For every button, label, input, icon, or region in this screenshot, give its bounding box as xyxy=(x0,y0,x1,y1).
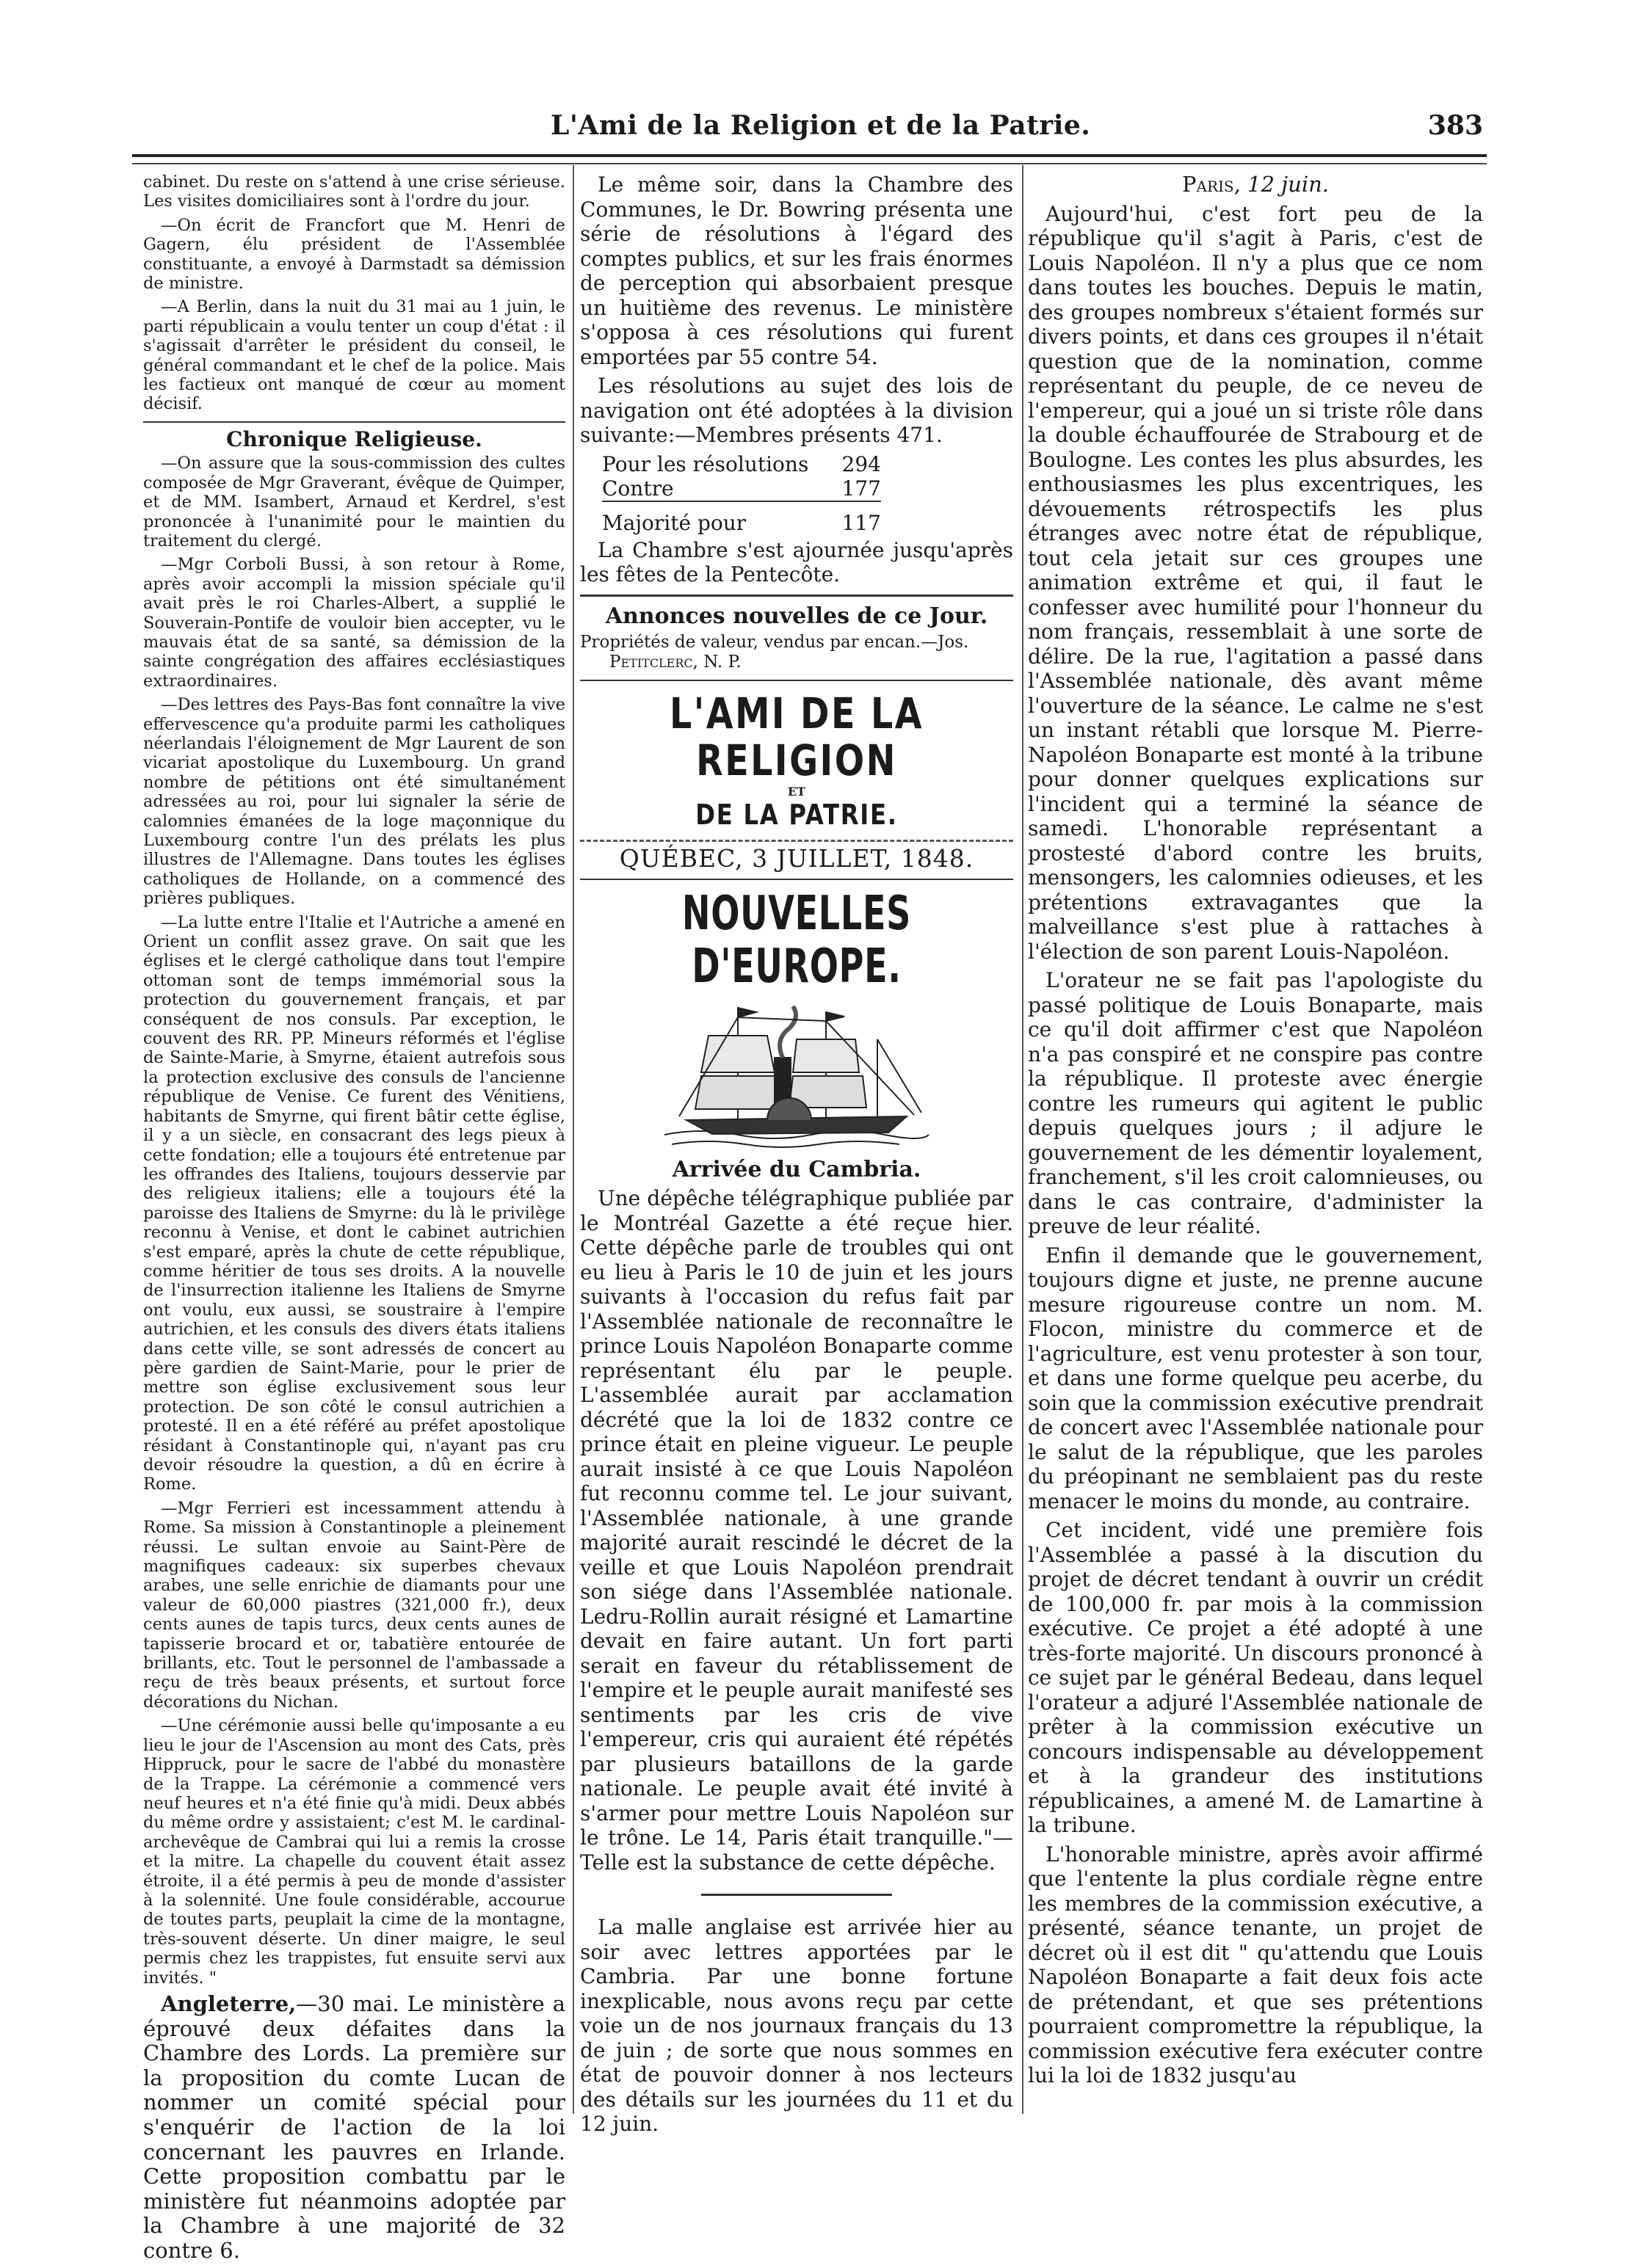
page-header xyxy=(139,110,1483,154)
article-paragraph: L'honorable ministre, après avoir affirmé que l'entente la plus cordiale règne entre les membres de la commission exécutive, a présenté, séance tenante, un projet de décret où il est dit " qu'attendu que Louis Napoléon Bonaparte a fait deux fois acte de prétendant, et que ses prétentions pourraient compromettre la république, la commission exécutive fera exécuter contre lui la loi de 1832 jusqu'au xyxy=(1028,1842,1483,2087)
column-divider xyxy=(573,165,574,2114)
vote-value: 177 xyxy=(841,476,881,501)
section-rule xyxy=(580,595,1013,597)
announcement-text xyxy=(580,633,1013,672)
article-paragraph: La Chambre s'est ajournée jusqu'après les fêtes de la Pentecôte. xyxy=(580,537,1013,586)
article-paragraph: —Des lettres des Pays-Bas font connaître la vive effervescence qu'a produite parmi les catholiques néerlandais l'éloignement de Mgr Laurent de son vicariat apostolique du Luxembourg. Un grand nombre de pétitions ont été simultanément adressées au roi, pour lui signaler la série de calomnies émanées de la loge maçonnique du Luxembourg contre l'un des prélats les plus illustres de l'Allemagne. Dans toutes les églises catholiques de Hollande, on a commencé des prières publiques. xyxy=(143,695,565,909)
vote-value: 117 xyxy=(836,501,881,535)
vote-label: Contre xyxy=(602,476,674,501)
article-paragraph: L'orateur ne se fait pas l'apologiste du passé politique de Louis Bonaparte, mais ce qu'il doit affirmer c'est que Napoléon n'a pas conspiré et ne conspire pas contre la république. Il proteste avec énergie contre les rumeurs qui agitent le public depuis quelques jours ; il adjure le gouvernement de les démentir loyalement, franchement, s'il les croit calomnieuses, ou dans le cas contraire, d'administer la preuve de leur réalité. xyxy=(1028,968,1483,1238)
article-paragraph: —Mgr Corboli Bussi, à son retour à Rome, après avoir accompli la mission spéciale qu'il avait près le roi Charles-Albert, a supplié le Souverain-Pontife de vouloir bien accepter, vu le mauvais état de sa santé, sa démission de la sainte congrégation des affaires ecclésiastiques extraordinaires. xyxy=(143,555,565,691)
article-paragraph: Enfin il demande que le gouvernement, toujours digne et juste, ne prenne aucune mesure rigoureuse contre un nom. M. Flocon, ministre du commerce et de l'agriculture, est venu protester à son tour, et dans une forme quelque peu acerbe, du soin que la commission exécutive prendrait de concert avec l'Assemblée nationale pour le salut de la république, que les paroles du préopinant ne semblaient pas du reste menacer le moins du monde, au contraire. xyxy=(1028,1243,1483,1513)
announcement-notary: Petitclerc, N. P. xyxy=(609,653,742,672)
place-date: 12 juin. xyxy=(1247,172,1330,197)
article-text: —30 mai. Le ministère a éprouvé deux défaites dans la Chambre des Lords. La première sur la proposition du comte Lucan de nommer un comité spécial pour s'enquérir de l'action de la loi concernant les pauvres en Irlande. Cette proposition combattu par le ministère fut néanmoins adoptée par la Chambre à une majorité de 32 contre 6. xyxy=(143,1991,565,2263)
column-2 xyxy=(580,172,1013,2141)
place-name: Paris, xyxy=(1181,172,1241,197)
announcements-title: Annonces nouvelles de ce Jour. xyxy=(605,603,988,629)
news-headline: NOUVELLES D'EUROPE. xyxy=(681,886,912,994)
article-paragraph: —La lutte entre l'Italie et l'Autriche a amené en Orient un conflit assez grave. On sait que les églises et le clergé catholique dans tout l'empire ottoman sont de temps immémorial sous la protection du gouvernement français, et par conséquent de nos consuls. Par exception, le couvent des RR. PP. Mineurs réformés et l'église de Sainte-Marie, à Smyrne, étaient autrefois sous la protection exclusive des consuls de l'ancienne république de Venise. Ce furent des Vénitiens, habitants de Smyrne, qui firent bâtir cette église, il y a un siècle, en consacrant des legs pieux à cette fondation; elle a toujours été entretenue par les offrandes des Italiens, toujours desservie par des religieux italiens; elle a toujours été la paroisse des Italiens de Smyrne: du là le privilège reconnu à Venise, et dont le cabinet autrichien s'est emparé, après la chute de cette république, comme héritier de tous ses droits. A la nouvelle de l'insurrection italienne les Italiens de Smyrne ont voulu, eux aussi, se soustraire à l'empire autrichien, et les consuls des divers états italiens dans cette ville, se sont adressés de concert au père gardien de Saint-Marie, pour le prier de mettre son église exclusivement sous leur protection. De son côté le consul autrichien a protesté. Il en a été référé au préfet apostolique résidant à Constantinople qui, n'ayant pas cru devoir résoudre la question, a dû en écrire à Rome. xyxy=(143,912,565,1494)
page-number: 383 xyxy=(1427,110,1483,141)
section-title: Chronique Religieuse. xyxy=(226,426,482,451)
vote-label: Pour les résolutions xyxy=(602,451,809,476)
announcement-line: Propriétés de valeur, vendus par encan.—Jos. xyxy=(580,633,969,652)
column-3 xyxy=(1028,172,1483,2093)
article-paragraph: Le même soir, dans la Chambre des Communes, le Dr. Bowring présenta une série de résolutions à l'égard des comptes publics, et sur les frais énormes de perception qui absorbaient presque un huitième des revenus. Le ministère s'opposa à ces résolutions qui furent emportées par 55 contre 54. xyxy=(580,172,1013,369)
masthead-conjunction: ET xyxy=(787,785,806,799)
country-heading: Angleterre, xyxy=(161,1991,297,2016)
article-paragraph: Une dépêche télégraphique publiée par le Montréal Gazette a été reçue hier. Cette dépêche parle de troubles qui ont eu lieu à Paris le 10 de juin et les jours suivants à l'occasion du refus fait par l'Assemblée nationale de reconnaître le prince Louis Napoléon Bonaparte comme représentant élu par le peuple. L'assemblée aurait par acclamation décrété que la loi de 1832 contre ce prince était en pleine vigueur. Le peuple aurait insisté à ce que Louis Napoléon fut reconnu comme tel. Le jour suivant, l'Assemblée nationale, à une grande majorité aurait rescindé le décret de la veille et que Louis Napoléon prendrait son siége dans l'Assemblée nationale. Ledru-Rollin aurait résigné et Lamartine devait en faire autant. Un fort parti serait en faveur du rétablissement de l'empire et le peuple aurait manifesté ses sentiments par les cris de vive l'empereur, cris qui auraient été répétés par plusieurs bataillons de la garde nationale. Le peuple avait été invité à s'armer pour mettre Louis Napoléon sur le trône. Le 14, Paris était tranquille."—Telle est la substance de cette dépêche. xyxy=(580,1186,1013,1875)
article-paragraph: —Mgr Ferrieri est incessamment attendu à Rome. Sa mission à Constantinople a pleinement réussi. Le sultan envoie au Saint-Père de magnifiques cadeaux: six superbes chevaux arabes, une selle enrichie de diamants pour une valeur de 60,000 piastres (321,000 fr.), deux cents aunes de tapis turcs, deux cents aunes de tapisserie brocard et or, tabatière entourée de brillants, etc. Tout le personnel de l'ambassade a reçu de très beaux présents, et surtout force décorations du Nichan. xyxy=(143,1498,565,1712)
article-paragraph: —On assure que la sous-commission des cultes composée de Mgr Graverant, évêque de Quimper, et de MM. Isambert, Arnaud et Kerdrel, s'est prononcée à l'unanimité pour le maintien du traitement du clergé. xyxy=(143,454,565,550)
column-divider xyxy=(1022,165,1023,2114)
article-paragraph: —Une cérémonie aussi belle qu'imposante a eu lieu le jour de l'Ascension au mont des Cats, près Hippruck, pour le sacre de l'abbé du monastère de la Trappe. La cérémonie a commencé vers neuf heures et n'a été finie qu'à midi. Deux abbés du même ordre y assistaient; c'est M. le cardinal-archevêque de Cambrai qui lui a remis la crosse et la mitre. La chapelle du couvent était assez étroite, il a été permis à peu de monde d'assister à la solennité. Une foule considérable, accourue de toutes parts, peuplait la cime de la montagne, très-souvent déserte. Un diner maigre, le seul permis chez les trappistes, fut ensuite servi aux invités. " xyxy=(143,1716,565,1988)
section-rule xyxy=(580,680,1013,681)
vote-row xyxy=(602,452,881,476)
column-1 xyxy=(143,172,565,2268)
article-paragraph: —On écrit de Francfort que M. Henri de Gagern, élu président de l'Assemblée constituante, a envoyé à Darmstadt sa démission de ministre. xyxy=(143,215,565,294)
header-rule xyxy=(132,154,1487,164)
vote-label: Majorité pour xyxy=(602,501,836,535)
article-paragraph: La malle anglaise est arrivée hier au soir avec lettres apportées par le Cambria. Par une bonne fortune inexplicable, nous avons reçu par cette voie un de nos journaux français du 13 de juin ; de sorte que nous sommes en état de pouvoir donner à nos lecteurs des détails sur les journées du 11 et du 12 juin. xyxy=(580,1915,1013,2136)
article-paragraph: Les résolutions au sujet des lois de navigation ont été adoptées à la division suivante:—Membres présents 471. xyxy=(580,374,1013,447)
dateline-place xyxy=(1028,172,1483,197)
masthead-rule xyxy=(580,840,1013,842)
steamship-illustration xyxy=(657,999,936,1153)
vote-row xyxy=(602,501,881,535)
section-rule xyxy=(143,421,565,423)
running-title: L'Ami de la Religion et de la Patrie. xyxy=(551,110,1091,141)
vote-row xyxy=(602,476,881,501)
masthead-subtitle: DE LA PATRIE. xyxy=(695,799,898,831)
dateline: QUÉBEC, 3 JUILLET, 1848. xyxy=(619,844,974,873)
section-rule xyxy=(580,879,1013,880)
vote-value: 294 xyxy=(841,451,881,476)
vote-table xyxy=(602,452,881,535)
section-rule xyxy=(701,1894,892,1896)
article-paragraph: Cet incident, vidé une première fois l'Assemblée a passé à la discution du projet de décret tendant à ouvrir un crédit de 100,000 fr. par mois à la commission exécutive. Ce projet a été adopté à une très-forte majorité. Un discours prononcé à ce sujet par le général Bedeau, dans lequel l'orateur a adjuré l'Assemblée nationale de prêter à la commission exécutive un concours indispensable au développement et à la grandeur des institutions républicaines, a amené M. de Lamartine à la tribune. xyxy=(1028,1518,1483,1837)
article-paragraph: —A Berlin, dans la nuit du 31 mai au 1 juin, le parti républicain a voulu tenter un coup d'état : il s'agissait d'arrêter le président du conseil, le général commandant et le chef de la police. Mais les factieux ont manqué de cœur au moment décisif. xyxy=(143,297,565,414)
masthead-title: L'AMI DE LA RELIGION xyxy=(670,688,924,785)
article-paragraph xyxy=(143,1992,565,2264)
article-paragraph: cabinet. Du reste on s'attend à une crise sérieuse. Les visites domiciliaires sont à l'ordre du jour. xyxy=(143,172,565,211)
subheading: Arrivée du Cambria. xyxy=(672,1156,921,1182)
article-paragraph: Aujourd'hui, c'est fort peu de la république qu'il s'agit à Paris, c'est de Louis Napoléon. Il n'y a plus que ce nom dans toutes les bouches. Depuis le matin, des groupes nombreux s'étaient formés sur divers points, et dans ces groupes il n'était question que de la nomination, comme représentant du peuple, de ce neveu de l'empereur, qui a joué un si triste rôle dans la double échauffourée de Strabourg et de Boulogne. Les contes les plus absurdes, les enthousiasmes les plus excentriques, les dévouements rétrospectifs les plus étranges avec notre état de république, tout cela jetait sur ces groupes une animation extrême et qui, il faut le confesser avec humilité pour l'honneur du nom français, ressemblait à une sorte de délire. De la rue, l'agitation a passé dans l'Assemblée nationale, dès avant même l'ouverture de la séance. Le calme ne s'est un instant rétabli que lorsque M. Pierre-Napoléon Bonaparte est monté à la tribune pour donner quelques explications sur l'incident qui a terminé la séance de samedi. L'honorable représentant a prostesté d'abord contre les bruits, mensongers, les calomnies odieuses, et les prétentions extravagantes que la malveillance s'est plue à rattaches à l'élection de son parent Louis-Napoléon. xyxy=(1028,201,1483,964)
